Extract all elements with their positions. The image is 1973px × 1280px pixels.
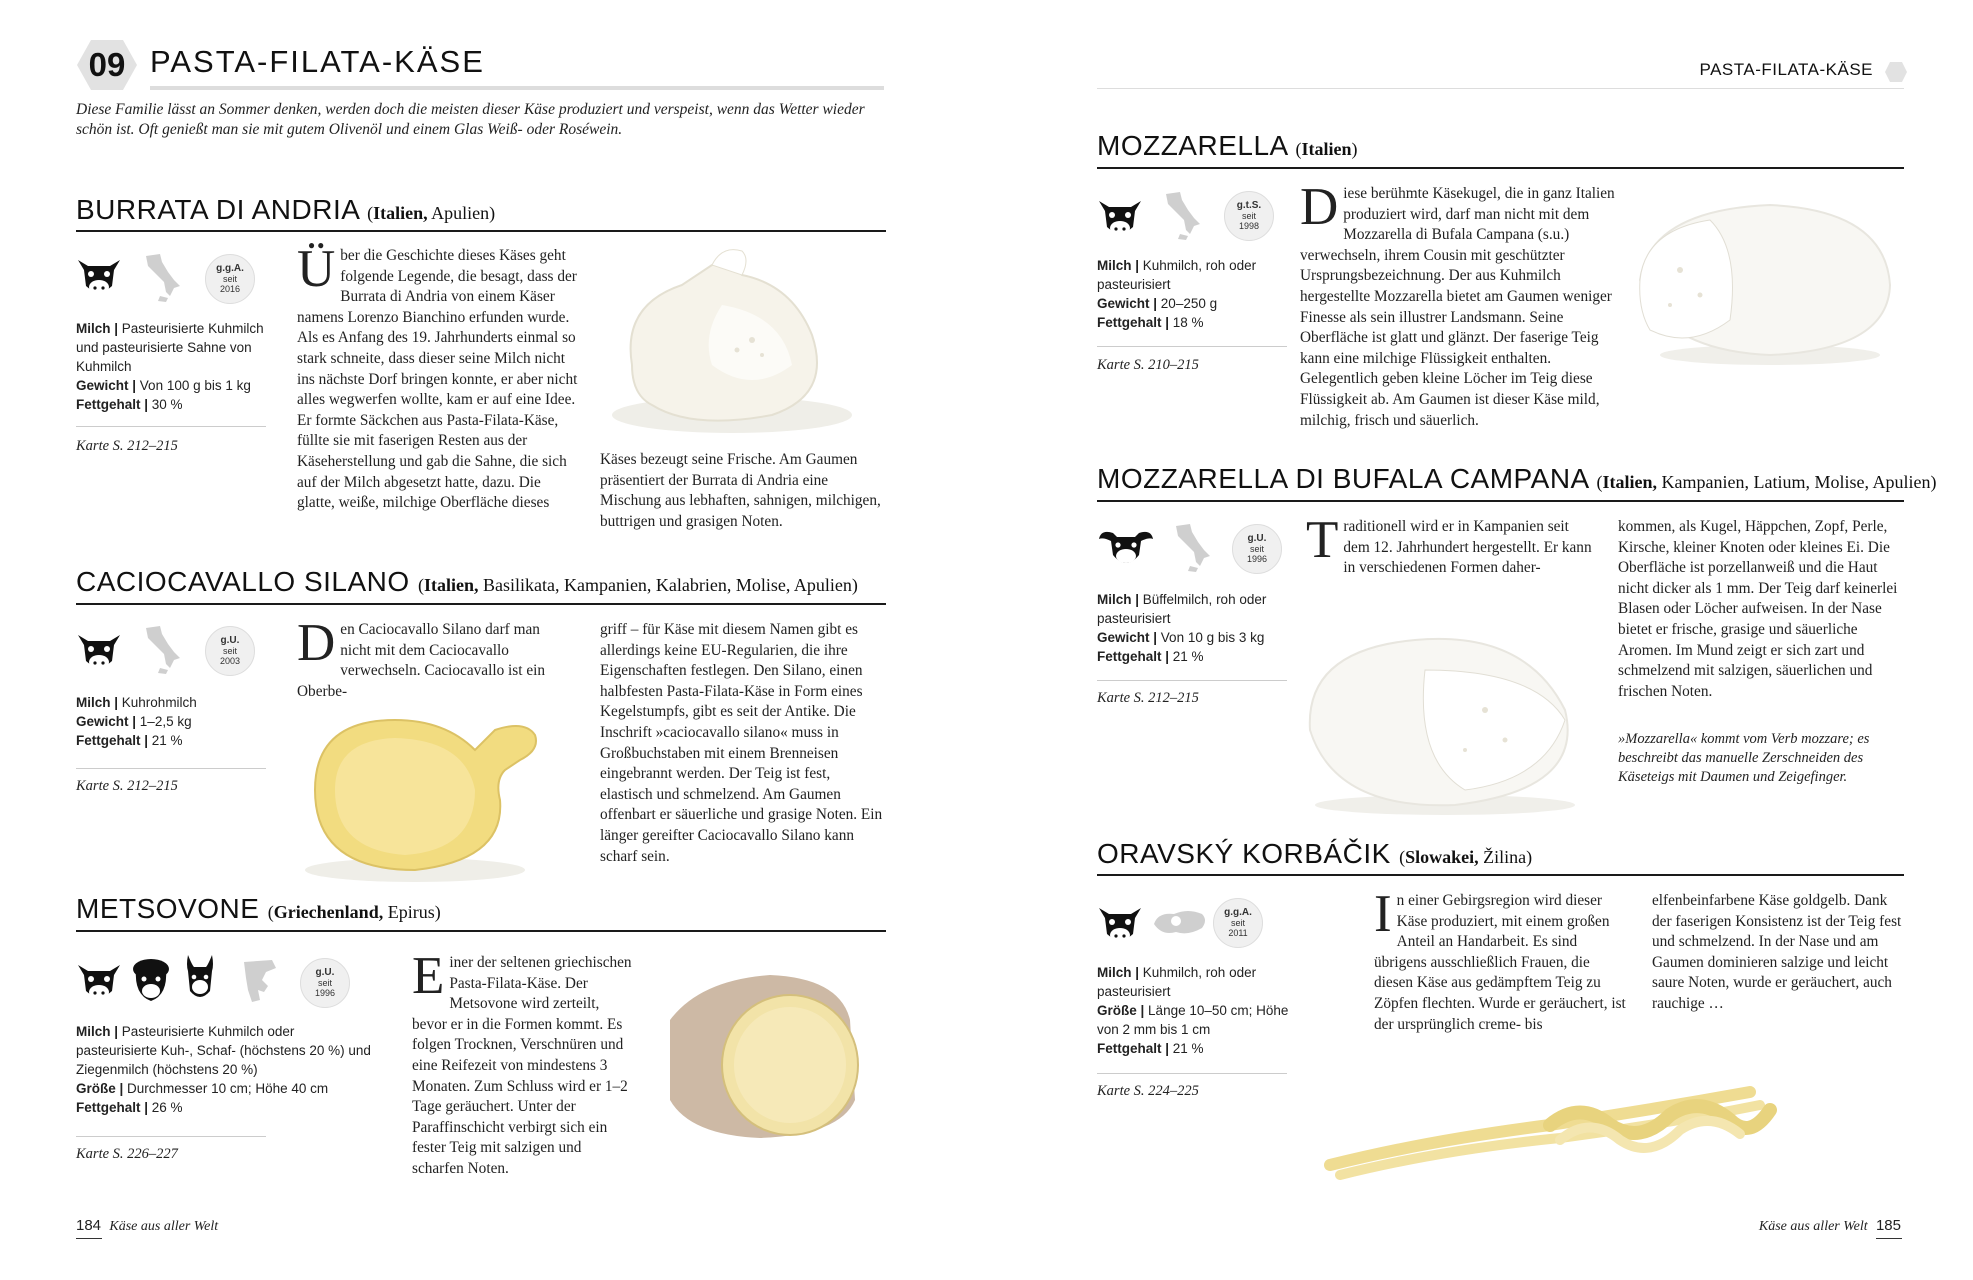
page-number: 185 [1875, 1217, 1901, 1234]
metsovone-illustration [640, 960, 880, 1145]
cheese-name: METSOVONE [76, 893, 260, 924]
divider [76, 1136, 266, 1137]
article-text: Einer der seltenen griechischen Pasta-Filata-Käse. Der Metsovone wird zerteilt, bevor er in die Formen kommt. Es folgen Trocknen, Verschnüren und eine Reifezeit von mindestens 3 Monaten. Zum Schluss wird er 1–2 Tage geräuchert. Unter der Paraffinschicht verbirgt sich ein fester Teig mit salzigen und scharfen Noten. [412, 947, 632, 1177]
divider [1097, 346, 1287, 347]
article-text: Den Caciocavallo Silano darf man nicht mit dem Caciocavallo verwechseln. Caciocavallo ist ein Oberbe- [297, 614, 546, 700]
cheese-facts: Milch | Pasteurisierte Kuhmilch oder pasteurisierte Kuh-, Schaf- (höchstens 20 %) und Ziegenmilch (höchstens 20 %) Größe | Durchmesser 10 cm; Höhe 40 cm Fettgehalt | 26 % [76, 1024, 371, 1115]
divider [76, 426, 266, 427]
footer-rule [1876, 1238, 1902, 1239]
cheese-facts: Milch | Büffelmilch, roh oder pasteurisiert Gewicht | Von 10 g bis 3 kg Fettgehalt | 21 % [1097, 592, 1267, 664]
section-rule [1097, 874, 1904, 876]
protection-badge: g.g.A. seit 2011 [1213, 898, 1263, 948]
korbacik-illustration [1310, 1070, 1790, 1190]
protection-badge: g.g.A. seit 2016 [205, 254, 255, 304]
italy-map-icon [1160, 190, 1202, 242]
cheese-name: ORAVSKÝ KORBÁČIK [1097, 838, 1391, 869]
cheese-facts: Milch | Pasteurisierte Kuhmilch und pasteurisierte Sahne von Kuhmilch Gewicht | Von 100 g bis 1 kg Fettgehalt | 30 % [76, 321, 264, 412]
bufala-illustration [1295, 610, 1595, 820]
side-note: »Mozzarella« kommt vom Verb mozzare; es beschreibt das manuelle Zerschneiden des Käseteigs mit Daumen und Zeigefinger. [1618, 731, 1870, 785]
chapter-number: 09 [88, 46, 126, 83]
sheep-icon [128, 955, 174, 1005]
section-rule [76, 230, 886, 232]
section-rule [1097, 500, 1904, 502]
cow-icon [1097, 193, 1143, 241]
italy-map-icon [140, 624, 182, 676]
section-title-bufala: MOZZARELLA DI BUFALA CAMPANA (Italien, Kampanien, Latium, Molise, Apulien) [1097, 463, 1937, 494]
section-title-oravsky: ORAVSKÝ KORBÁČIK (Slowakei, Žilina) [1097, 838, 1533, 869]
section-rule [1097, 167, 1904, 169]
map-reference: Karte S. 212–215 [1097, 690, 1199, 706]
chapter-title: PASTA-FILATA-KÄSE [150, 44, 485, 79]
header-rule [1097, 88, 1904, 89]
protection-badge: g.t.S. seit 1998 [1224, 191, 1274, 241]
article-text: Diese berühmte Käsekugel, die in ganz Italien produziert wird, darf man nicht mit dem Mozzarella di Bufala Campana (s.u.) verwechseln, ihrem Cousin mit geschützter Ursprungsbezeichnung. Der aus Kuhmilch hergestellte Mozzarella bietet am Gaumen weniger Finesse als sein illustrer Landsmann. Seine Oberfläche ist glatt und glänzt. Der faserige Teig kann eine milchige Flüssigkeit enthalten. Gelegentlich geben kleine Löcher im Teig diese Flüssigkeit ab. Am Gaumen ist dieser Käse mild, milchig, frisch und säuerlich. [1300, 178, 1615, 429]
divider [1097, 1073, 1287, 1074]
cow-icon [76, 252, 122, 300]
cow-icon [1097, 900, 1143, 948]
article-text-col2: Käses bezeugt seine Frische. Am Gaumen präsentiert der Burrata di Andria eine Mischung aus lebhaften, sahnigen, milchigen, buttrigen und grasigen Noten. [600, 451, 881, 530]
article-text: Über die Geschichte dieses Käses geht folgende Legende, die besagt, dass der Burrata di Andria von einem Käser namens Lorenzo Bianchino erfunden wurde. Als es Anfang des 19. Jahrhunderts einmal so stark schneite, dass dieser seine Milch nicht ins nächste Dorf bringen konnte, er aber nicht alles wegwerfen wollte, kam er auf eine Idee. Er formte Säckchen aus Pasta-Filata-Käse, füllte sie mit faserigen Resten aus der Käseherstellung und gab die Sahne, die sich auf der Milch abgesetzt hatte, dazu. Die glatte, weiße, milchige Oberfläche dieses [297, 240, 578, 512]
goat-icon [178, 953, 222, 1005]
map-reference: Karte S. 210–215 [1097, 357, 1199, 373]
protection-badge: g.U. seit 2003 [205, 626, 255, 676]
page-footer-right: Käse aus aller Welt 185 [1758, 1217, 1901, 1234]
cow-icon [76, 957, 122, 1005]
chapter-intro: Diese Familie lässt an Sommer denken, werden doch die meisten dieser Käse produziert und verspeist, wenn das Wetter wieder schön ist. Oft genießt man sie mit gutem Olivenöl und einem Glas Weiß- oder Roséwein. [76, 101, 865, 138]
page-footer-left: 184 Käse aus aller Welt [76, 1217, 219, 1234]
greece-map-icon [238, 956, 282, 1006]
hexagon-icon [1884, 60, 1908, 84]
article-text-col2: griff – für Käse mit diesem Namen gibt es allerdings keine EU-Regularien, die ihre Eigenschaften festlegen. Den Silano, einen halbfesten Pasta-Filata-Käse in Form eines Kegelstumpfs, gibt es seit der Antike. Die Inschrift »caciocavallo silano« muss in Großbuchstaben mit einem Brenneisen eingebrannt werden. Der Teig ist fest, elastisch und schmelzend. Am Gaumen offenbart er säuerliche und grasige Noten. Ein länger gereifter Caciocavallo Silano kann scharf sein. [600, 621, 883, 865]
italy-map-icon [140, 252, 182, 304]
map-reference: Karte S. 226–227 [76, 1146, 178, 1162]
map-reference: Karte S. 212–215 [76, 778, 178, 794]
running-head: PASTA-FILATA-KÄSE [1699, 60, 1873, 79]
footer-rule [76, 1238, 102, 1239]
protection-badge: g.U. seit 1996 [300, 958, 350, 1008]
protection-badge: g.U. seit 1996 [1232, 524, 1282, 574]
cheese-name: MOZZARELLA [1097, 130, 1288, 161]
section-title-burrata: BURRATA DI ANDRIA (Italien, Apulien) [76, 194, 496, 225]
cheese-facts: Milch | Kuhmilch, roh oder pasteurisiert Gewicht | 20–250 g Fettgehalt | 18 % [1097, 258, 1257, 330]
page-number: 184 [76, 1217, 102, 1234]
cheese-facts: Milch | Kuhmilch, roh oder pasteurisiert Größe | Länge 10–50 cm; Höhe von 2 mm bis 1 cm Fettgehalt | 21 % [1097, 965, 1289, 1056]
slovakia-map-icon [1152, 906, 1208, 938]
article-text-col2: elfenbeinfarbene Käse goldgelb. Dank der faserigen Konsistenz ist der Teig fest und schmelzend. In der Nase und am Gaumen dominieren salzige und leicht saure Noten, wurde er geräuchert, auch rauchige … [1652, 892, 1902, 1012]
buffalo-icon [1097, 525, 1155, 571]
section-title-mozzarella: MOZZARELLA (Italien) [1097, 130, 1358, 161]
burrata-illustration [592, 245, 872, 445]
article-text: In einer Gebirgsregion wird dieser Käse produziert, mit einem großen Anteil an Handarbeit. Es sind übrigens ausschließlich Frauen, die diesen Käse aus gedämpftem Teig zu Zöpfen flechten. Wurde er geräuchert, ist der ursprünglich creme- bis [1374, 885, 1626, 1033]
section-rule [76, 930, 886, 932]
cheese-name: BURRATA DI ANDRIA [76, 194, 359, 225]
cow-icon [76, 627, 122, 675]
chapter-rule [150, 86, 884, 90]
map-reference: Karte S. 212–215 [76, 438, 178, 454]
map-reference: Karte S. 224–225 [1097, 1083, 1199, 1099]
article-text: Traditionell wird er in Kampanien seit dem 12. Jahrhundert hergestellt. Er kann in verschiedenen Formen daher- [1306, 511, 1592, 577]
divider [76, 768, 266, 769]
article-text-col2: kommen, als Kugel, Häppchen, Zopf, Perle, Kirsche, kleiner Knoten oder kleines Ei. Die Oberfläche ist porzellanweiß und die Haut nicht dicker als 1 mm. Der Teig darf keinerlei Blasen oder Löcher aufweisen. In der Nase bietet er frische, grasige und säuerliche Aromen. Im Mund zeigt er sich zart und schmelzend mit salzigen, säuerlichen und frischen Noten. [1618, 518, 1898, 700]
section-title-metsovone: METSOVONE (Griechenland, Epirus) [76, 893, 441, 924]
italy-map-icon [1170, 522, 1212, 574]
divider [1097, 680, 1287, 681]
cheese-name: MOZZARELLA DI BUFALA CAMPANA [1097, 463, 1589, 494]
cheese-facts: Milch | Kuhrohmilch Gewicht | 1–2,5 kg Fettgehalt | 21 % [76, 695, 197, 748]
cheese-name: CACIOCAVALLO SILANO [76, 566, 410, 597]
section-rule [76, 603, 886, 605]
mozzarella-illustration [1630, 190, 1905, 370]
section-title-caciocavallo: CACIOCAVALLO SILANO (Italien, Basilikata, Kampanien, Kalabrien, Molise, Apulien) [76, 566, 858, 597]
caciocavallo-illustration [295, 690, 575, 890]
